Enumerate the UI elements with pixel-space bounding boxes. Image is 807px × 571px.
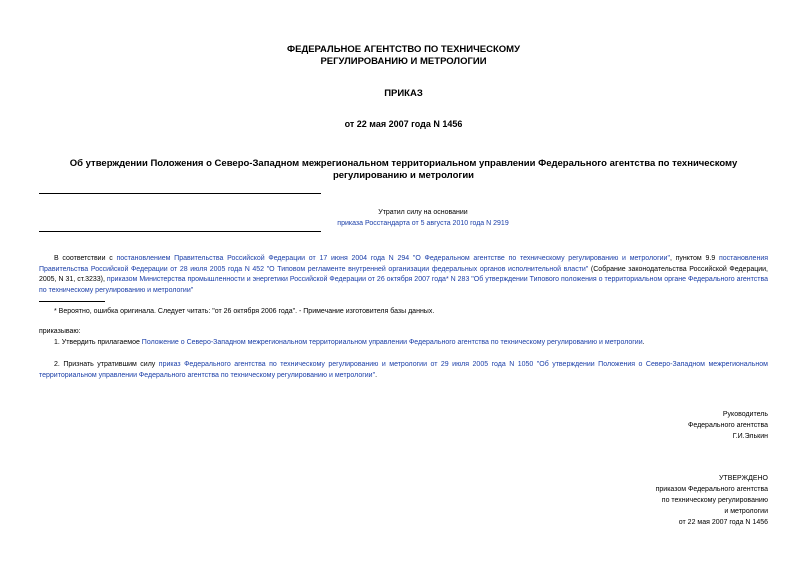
preamble-link-order-283[interactable]: приказом Министерства промышленности и энергетики Российской Федерации от 26 октября 2007 года* N 283 "Об утверждении Типового положения о территориальном органе Федерального агентства по техническому регулированию и метрологии" (39, 276, 768, 294)
order-title: ПРИКАЗ (384, 88, 423, 99)
approval-line2: приказом Федерального агентства (655, 486, 768, 493)
approval-block (560, 473, 768, 528)
item-2-text: 2. Признать утратившим силу (54, 361, 159, 368)
order-word: приказываю: (39, 328, 81, 335)
divider-bottom (39, 231, 321, 232)
preamble-link-decree-294[interactable]: постановлением Правительства Российской Федерации от 17 июня 2004 года N 294 "О Федеральном агентстве по техническому регулированию и метрологии" (116, 255, 670, 262)
item-1-text: 1. Утвердить прилагаемое (54, 339, 142, 346)
signature-block (560, 409, 768, 442)
approval-line1: УТВЕРЖДЕНО (718, 475, 768, 482)
footnote-divider (39, 301, 105, 302)
document-title: Об утверждении Положения о Северо-Западном межрегиональном территориальном управлении Федерального агентства по техническому регулированию и метрологии (69, 158, 738, 181)
item-2-link-order-1050[interactable]: приказ Федерального агентства по техническому регулированию и метрологии от 29 июля 2005 года N 1050 "Об утверждении Положения о Северо-Западном межрегиональном территориальном управлении Федерального агентства по техническому регулированию и метрологии" (39, 361, 768, 379)
order-date: от 22 мая 2007 года N 1456 (344, 119, 463, 129)
divider-top (39, 193, 321, 194)
item-1-end: . (642, 339, 645, 346)
repeal-notice-link[interactable]: приказа Росстандарта от 5 августа 2010 года N 2919 (337, 220, 509, 227)
signature-line1: Руководитель (722, 411, 768, 418)
item-2 (39, 360, 768, 381)
approval-line5: от 22 мая 2007 года N 1456 (678, 519, 768, 526)
repeal-notice (300, 207, 546, 229)
item-2-end: . (375, 371, 378, 379)
preamble-text-3: (Собрание законодательства Российской Федерации, 2005, N 31, ст.3233), (39, 265, 768, 283)
item-1-link-regulation[interactable]: Положение о Северо-Западном межрегиональном территориальном управлении Федерального агентства по техническому регулированию и метрологии (141, 339, 643, 346)
footnote: * Вероятно, ошибка оригинала. Следует читать: "от 26 октября 2006 года". - Примечание изготовителя базы данных. (54, 308, 435, 315)
preamble-link-decree-452[interactable]: постановления Правительства Российской Федерации от 28 июля 2005 года N 452 "О Типовом регламенте внутренней организации федеральных органов исполнительной власти" (39, 255, 769, 273)
agency-name-line2: РЕГУЛИРОВАНИЮ И МЕТРОЛОГИИ (320, 56, 487, 67)
signature-line2: Федерального агентства (688, 422, 768, 429)
preamble-text-2: , пунктом 9.9 (669, 255, 719, 262)
preamble-text-1: В соответствии с (54, 255, 117, 262)
approval-line4: и метрологии (724, 508, 768, 515)
item-1 (39, 338, 768, 349)
agency-name (200, 44, 607, 68)
agency-name-line1: ФЕДЕРАЛЬНОЕ АГЕНТСТВО ПО ТЕХНИЧЕСКОМУ (287, 44, 520, 55)
repeal-notice-text: Утратил силу на основании (378, 209, 468, 216)
preamble-paragraph (39, 254, 768, 296)
approval-line3: по техническому регулированию (661, 497, 768, 504)
signature-line3: Г.И.Элькин (732, 433, 768, 440)
